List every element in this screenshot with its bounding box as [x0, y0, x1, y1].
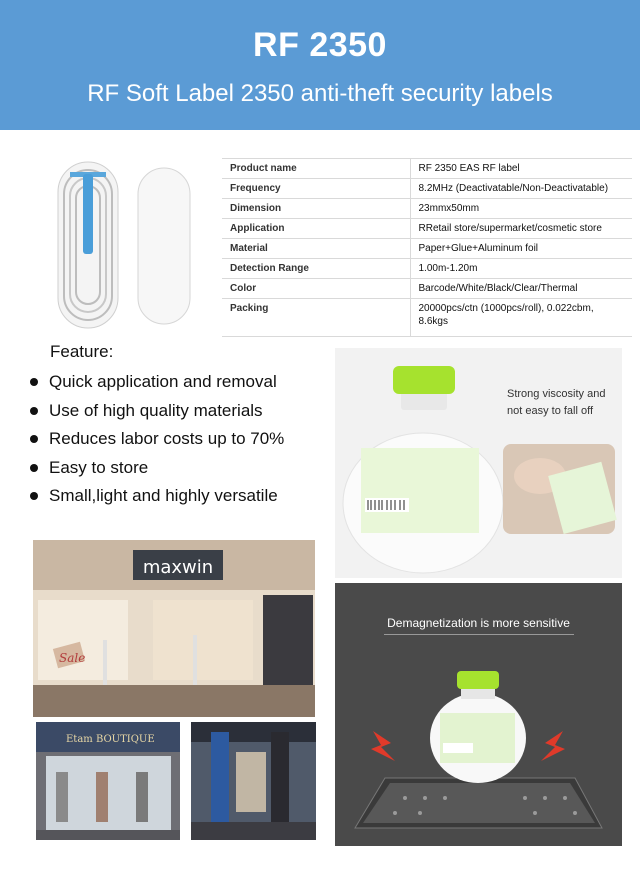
feature-text: Small,light and highly versatile	[49, 486, 278, 506]
list-item	[30, 397, 284, 426]
bullet-icon	[30, 464, 38, 472]
page-title: RF 2350	[253, 26, 387, 64]
boutique-icon	[36, 722, 180, 840]
spec-value: 20000pcs/ctn (1000pcs/roll), 0.022cbm, 8.6kgs	[410, 299, 632, 337]
table-row	[222, 219, 632, 239]
feature-text: Use of high quality materials	[49, 400, 263, 420]
store-sign-text: maxwin	[142, 557, 214, 578]
store-icon	[33, 540, 315, 717]
list-item	[30, 454, 284, 483]
feature-list	[30, 368, 284, 511]
demag-caption: Demagnetization is more sensitive	[387, 616, 570, 630]
spec-value: 8.2MHz (Deactivatable/Non-Deactivatable)	[410, 179, 632, 199]
table-row	[222, 299, 632, 337]
list-item	[30, 482, 284, 511]
sale-sign-text: Sale	[59, 651, 86, 665]
feature-text: Reduces labor costs up to 70%	[49, 429, 285, 449]
page-subtitle: RF Soft Label 2350 anti-theft security labels	[87, 80, 553, 107]
bullet-icon	[30, 407, 38, 415]
feature-heading: Feature:	[50, 342, 114, 361]
spec-value: Paper+Glue+Aluminum foil	[410, 239, 632, 259]
lightning-left-icon	[371, 731, 395, 761]
table-row	[222, 279, 632, 299]
list-item	[30, 425, 284, 454]
spec-label: Dimension	[222, 199, 410, 219]
table-row	[222, 179, 632, 199]
spec-value: 1.00m-1.20m	[410, 259, 632, 279]
bullet-icon	[30, 492, 38, 500]
spec-label: Frequency	[222, 179, 410, 199]
spec-label: Color	[222, 279, 410, 299]
rf-label-illustration	[50, 160, 200, 330]
spec-value: RRetail store/supermarket/cosmetic store	[410, 219, 632, 239]
rf-label-white-icon	[138, 168, 190, 324]
header-banner	[0, 0, 640, 130]
bullet-icon	[30, 378, 38, 386]
antenna-photo	[191, 722, 316, 840]
feature-text: Quick application and removal	[49, 372, 277, 392]
spec-label: Material	[222, 239, 410, 259]
boutique-photo	[36, 722, 180, 840]
spec-label: Packing	[222, 299, 410, 337]
spec-value: Barcode/White/Black/Clear/Thermal	[410, 279, 632, 299]
boutique-sign-text: Etam BOUTIQUE	[66, 734, 155, 745]
bottle-icon	[335, 348, 622, 578]
demagnetization-photo	[335, 583, 622, 846]
spec-label: Application	[222, 219, 410, 239]
spec-value: 23mmx50mm	[410, 199, 632, 219]
antenna-icon	[191, 722, 316, 840]
bullet-icon	[30, 435, 38, 443]
feature-text: Easy to store	[49, 457, 149, 477]
demag-scene	[335, 583, 622, 846]
list-item	[30, 368, 284, 397]
spec-label: Detection Range	[222, 259, 410, 279]
spec-table	[222, 158, 632, 337]
lightning-right-icon	[541, 731, 565, 761]
spec-value: RF 2350 EAS RF label	[410, 159, 632, 179]
table-row	[222, 259, 632, 279]
table-row	[222, 199, 632, 219]
viscosity-caption: Strong viscosity and not easy to fall off	[507, 388, 606, 417]
spec-label: Product name	[222, 159, 410, 179]
table-row	[222, 159, 632, 179]
rf-label-coil-icon	[58, 162, 118, 328]
bottle-photo	[335, 348, 622, 578]
table-row	[222, 239, 632, 259]
store-entrance-photo	[33, 540, 315, 717]
